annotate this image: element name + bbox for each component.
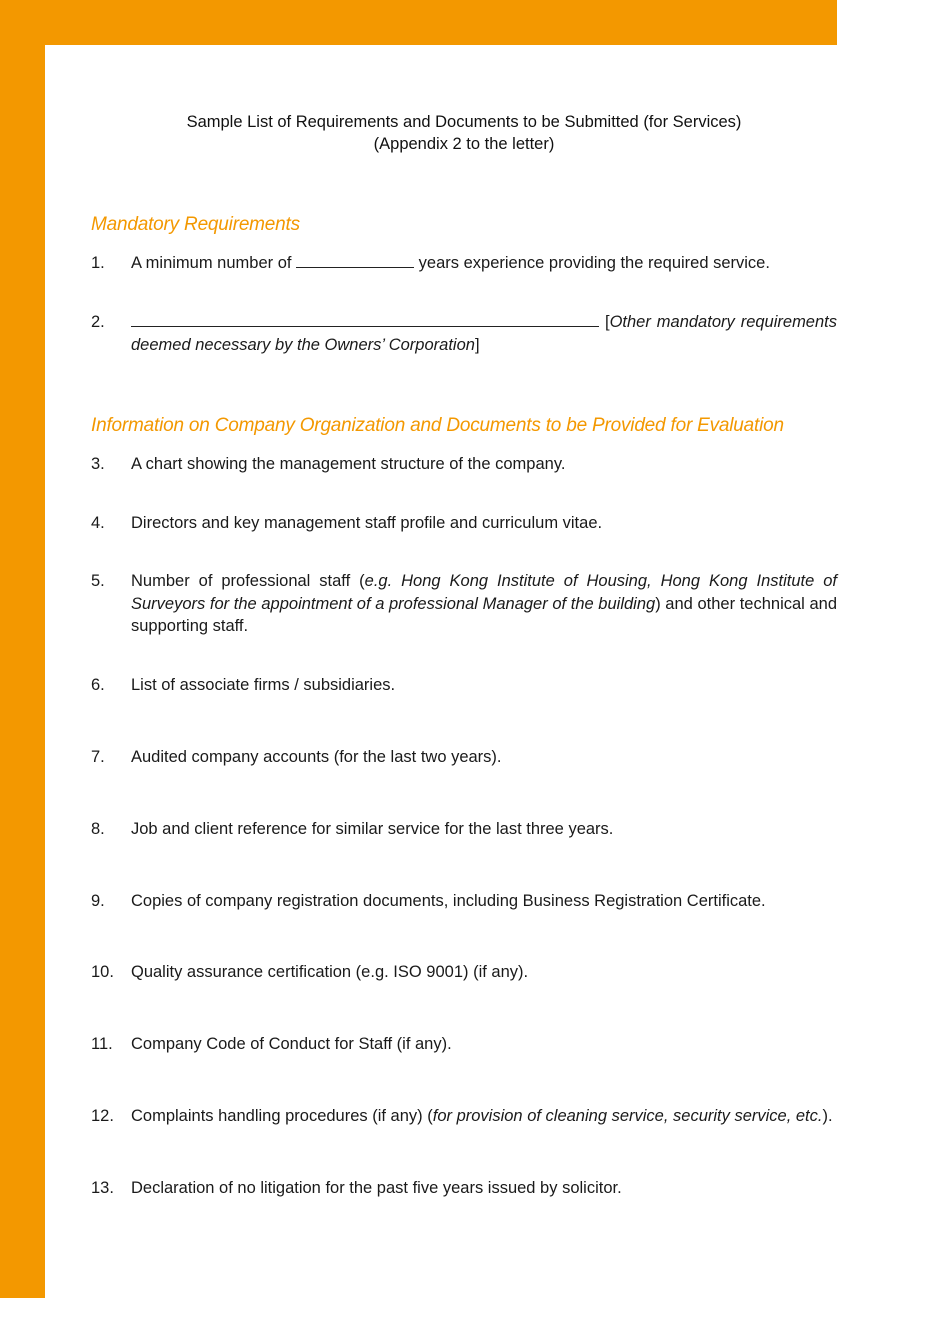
item-note: e.g. Hong Kong Institute of Housing, Hong Kong Institute of Surveyors for the appointment of a professional Manager of the building [131,572,837,613]
list-item-8 [91,818,837,841]
item-number: 13. [91,1179,114,1197]
item-number: 7. [91,748,105,766]
list-item-3 [91,453,837,476]
item-text: Directors and key management staff profile and curriculum vitae. [131,514,603,532]
document-title [91,111,837,155]
left-accent-bar [0,0,45,1298]
item-text: Number of professional staff ( [131,572,365,590]
item-text: List of associate firms / subsidiaries. [131,676,396,694]
item-text: Audited company accounts (for the last two years). [131,748,502,766]
list-item-9 [91,890,837,913]
item-text: Declaration of no litigation for the past five years issued by solicitor. [131,1179,622,1197]
item-text: Complaints handling procedures (if any) ( [131,1107,433,1125]
item-text: Job and client reference for similar service for the last three years. [131,820,614,838]
list-item-1 [91,252,837,275]
bracket-close: ] [474,335,480,354]
item-number: 1. [91,254,105,272]
list-item-4 [91,512,837,535]
item-text: ). [822,1107,833,1125]
item-text: A chart showing the management structure of the company. [131,455,566,473]
title-line-2: (Appendix 2 to the letter) [373,135,555,153]
blank-line [131,311,599,327]
list-item-12 [91,1105,837,1128]
title-line-1: Sample List of Requirements and Documents to be Submitted (for Services) [186,113,742,131]
list-item-5 [91,570,837,638]
item-note: Other mandatory requirements deemed necessary by the Owners’ Corporation [131,313,837,354]
item-text: Copies of company registration documents, including Business Registration Certificate. [131,892,766,910]
item-number: 6. [91,676,105,694]
item-number: 8. [91,820,105,838]
bracket-open: [ [604,313,610,331]
item-text: years experience providing the required service. [418,254,770,272]
list-item-11 [91,1033,837,1056]
item-number: 9. [91,892,105,910]
item-text: A minimum number of [131,254,292,272]
item-text: Quality assurance certification (e.g. ISO 9001) (if any). [131,963,529,981]
item-number: 10. [91,963,114,981]
top-accent-bar [0,0,837,45]
item-number: 12. [91,1107,114,1125]
blank-line [296,252,414,268]
section-heading-company-info: Information on Company Organization and Documents to be Provided for Evaluation [91,415,784,436]
list-item-7 [91,746,837,769]
list-item-2 [91,311,837,356]
list-item-10 [91,961,837,984]
item-note: for provision of cleaning service, security service, etc. [432,1107,823,1125]
item-number: 2. [91,313,105,331]
item-text: ) and other technical and supporting staff. [131,594,837,635]
item-number: 3. [91,455,105,473]
list-item-6 [91,674,837,697]
item-text: Company Code of Conduct for Staff (if any). [131,1035,452,1053]
list-item-13 [91,1177,837,1200]
item-number: 11. [91,1035,113,1053]
section-heading-mandatory: Mandatory Requirements [91,214,300,235]
item-number: 4. [91,514,105,532]
item-number: 5. [91,572,105,590]
